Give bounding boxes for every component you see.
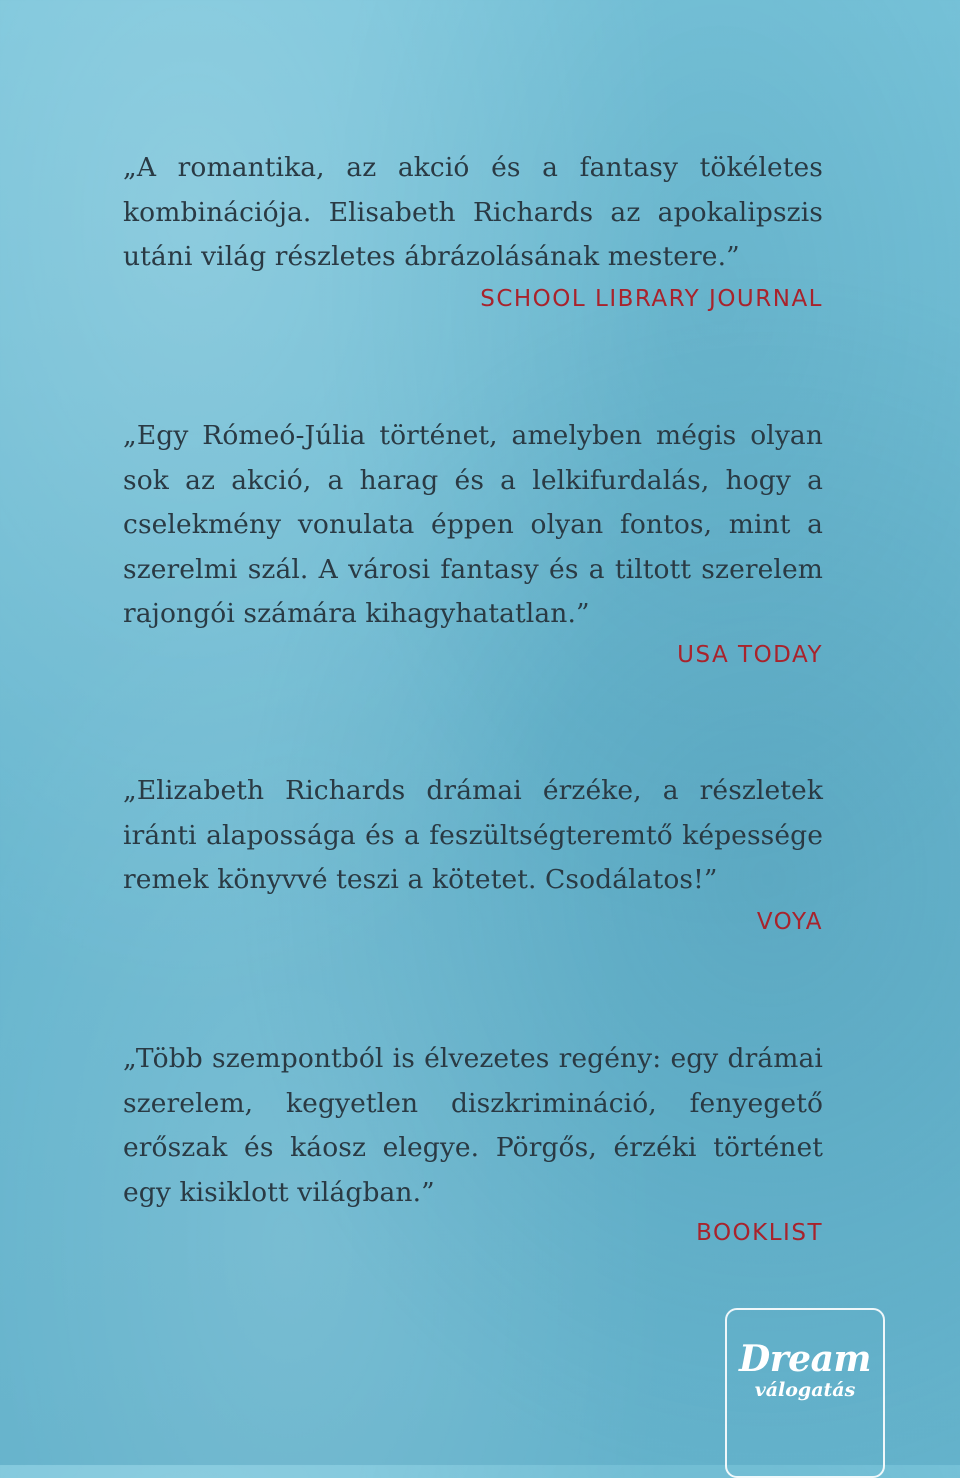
review-source-4: BOOKLIST (696, 1220, 823, 1246)
review-quote-3: „Elizabeth Richards drámai érzéke, a részletek iránti alapossága és a feszültségteremtő képessége remek könyvvé teszi a kötetet. Csodálatos!” (123, 775, 823, 895)
review-quote-2: „Egy Rómeó-Júlia történet, amelyben mégis olyan sok az akció, a harag és a lelkifurdalás, hogy a cselekmény vonulata éppen olyan fontos, mint a szerelmi szál. A városi fantasy és a tiltott szerelem rajongói számára kihagyhatatlan.” (123, 420, 823, 629)
review-source-3: VOYA (756, 909, 823, 935)
dream-valogatas-logo (725, 1308, 885, 1478)
review-quote-1: „A romantika, az akció és a fantasy tökéletes kombinációja. Elisabeth Richards az apokalipszis utáni világ részletes ábrázolásának mestere.” (123, 152, 823, 272)
review-source-2: USA TODAY (677, 642, 823, 668)
review-source-1: SCHOOL LIBRARY JOURNAL (480, 286, 823, 312)
logo-title: Dream (738, 1338, 871, 1380)
review-quote-4: „Több szempontból is élvezetes regény: egy drámai szerelem, kegyetlen diszkrimináció, fenyegető erőszak és káosz elegye. Pörgős, érzéki történet egy kisiklott világban.” (123, 1043, 823, 1208)
logo-subtitle: válogatás (754, 1379, 856, 1401)
